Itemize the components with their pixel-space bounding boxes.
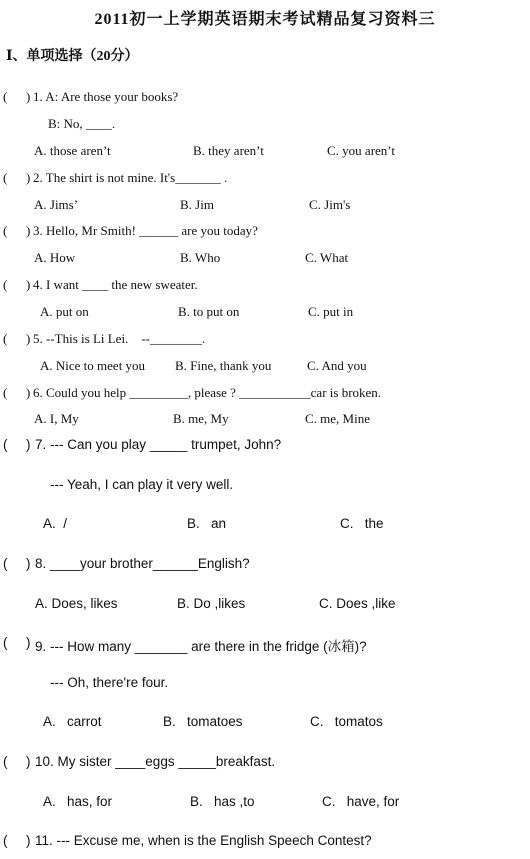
answer-paren-close: ) [26,170,31,185]
question-stem: 5. --This is Li Lei. --________. [33,331,206,346]
option-c: C. tomatos [310,714,383,729]
option-a: A. Jims’ [34,197,79,212]
answer-paren-open: ( [3,635,8,650]
answer-paren-open: ( [3,331,8,346]
page-title: 2011初一上学期英语期末考试精品复习资料三 [94,11,436,28]
option-a: A. has, for [43,794,113,809]
option-a: A. How [34,250,76,265]
answer-paren-open: ( [3,754,8,769]
option-c: C. me, Mine [305,411,370,426]
question-stem: 4. I want ____ the new sweater. [33,277,198,292]
option-b: B. tomatoes [163,714,243,729]
answer-paren-open: ( [3,385,8,400]
question-stem: 8. ____your brother______English? [35,556,250,571]
question-stem: 7. --- Can you play _____ trumpet, John? [35,437,282,452]
option-b: B. Fine, thank you [175,358,272,373]
option-a: A. Does, likes [35,596,118,611]
option-c: C. you aren’t [327,143,395,158]
option-b: B. they aren’t [193,143,264,158]
option-a: A. I, My [34,411,79,426]
answer-paren-open: ( [3,437,8,452]
question-stem: 10. My sister ____eggs _____breakfast. [35,754,276,769]
answer-paren-open: ( [3,833,8,848]
option-a: A. carrot [43,714,102,729]
option-c: C. And you [307,358,367,373]
option-b: B. Who [180,250,221,265]
option-b: B. me, My [173,411,229,426]
option-c: C. the [340,516,384,531]
option-c: C. Does ,like [319,596,396,611]
question-stem: 1. A: Are those your books? [33,89,179,104]
answer-paren-open: ( [3,89,8,104]
option-b: B. has ,to [190,794,255,809]
question-line: --- Yeah, I can play it very well. [50,477,234,492]
question-line: --- Oh, there're four. [50,675,169,690]
option-c: C. put in [308,304,354,319]
option-a: A. / [43,516,68,531]
answer-paren-open: ( [3,277,8,292]
question-line: B: No, ____. [48,116,116,131]
option-a: A. Nice to meet you [40,358,146,373]
answer-paren-close: ) [26,437,31,452]
answer-paren-close: ) [26,635,31,650]
question-stem: 2. The shirt is not mine. It's_______ . [33,170,228,185]
answer-paren-open: ( [3,170,8,185]
answer-paren-close: ) [26,385,31,400]
question-stem: 9. --- How many _______ are there in the fridge (冰箱)? [35,639,367,654]
answer-paren-open: ( [3,223,8,238]
answer-paren-close: ) [26,223,31,238]
answer-paren-close: ) [26,331,31,346]
option-b: B. Do ,likes [177,596,246,611]
question-stem: 3. Hello, Mr Smith! ______ are you today? [33,223,258,238]
option-c: C. have, for [322,794,400,809]
option-b: B. to put on [178,304,240,319]
section-heading: Ⅰ、单项选择（20分） [6,49,139,64]
answer-paren-close: ) [26,89,31,104]
answer-paren-close: ) [26,277,31,292]
option-b: B. Jim [180,197,214,212]
answer-paren-close: ) [26,754,31,769]
option-b: B. an [187,516,227,531]
answer-paren-close: ) [26,833,31,848]
question-stem: 6. Could you help _________, please ? ___________car is broken. [33,385,382,400]
answer-paren-close: ) [26,556,31,571]
option-c: C. What [305,250,349,265]
option-a: A. put on [40,304,89,319]
option-c: C. Jim's [309,197,351,212]
question-stem: 11. --- Excuse me, when is the English Speech Contest? [35,833,372,848]
answer-paren-open: ( [3,556,8,571]
option-a: A. those aren’t [34,143,111,158]
